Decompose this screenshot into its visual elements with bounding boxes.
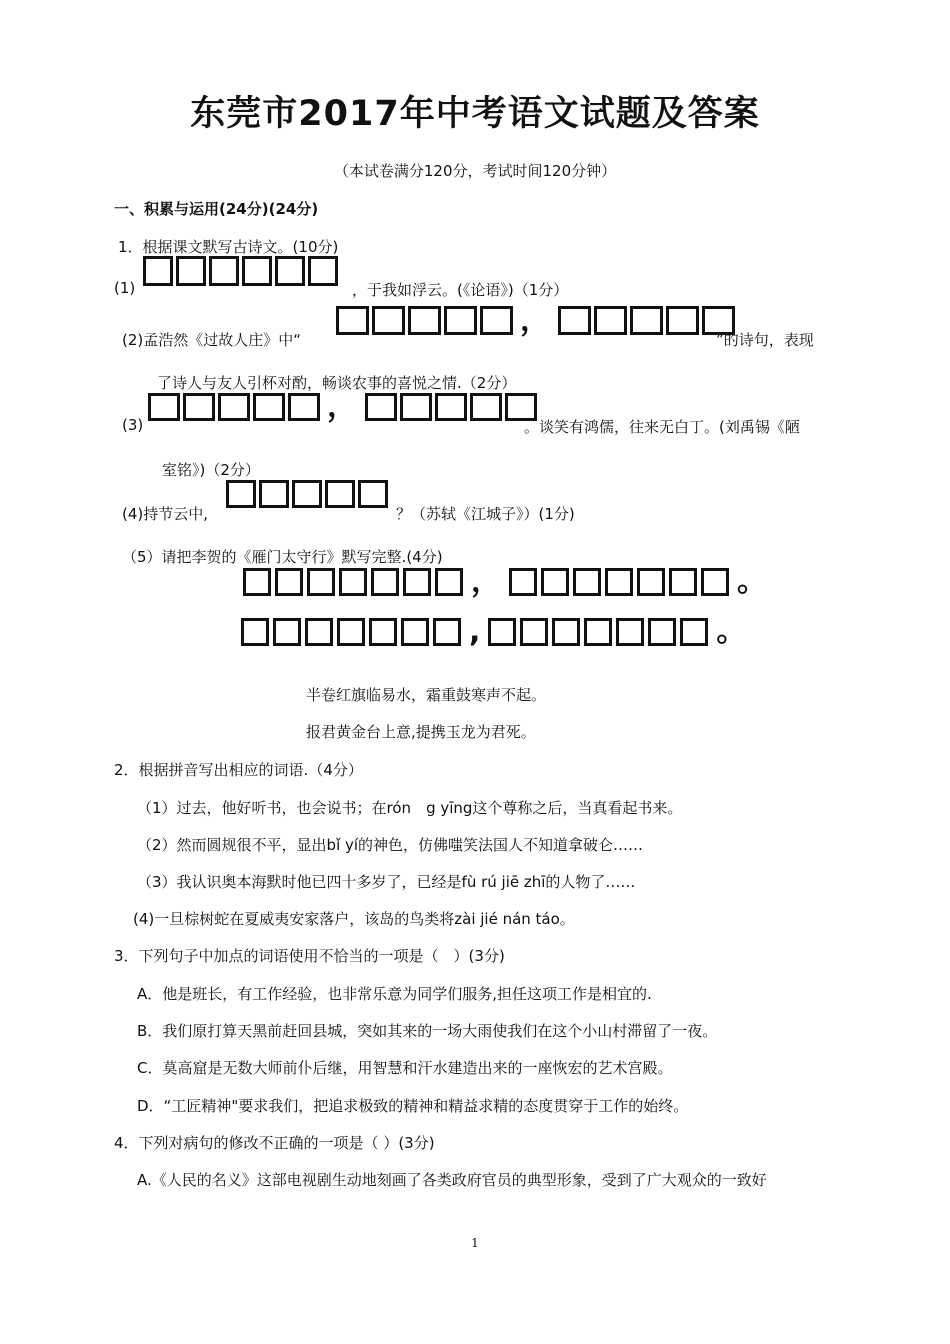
- answer-box[interactable]: [241, 618, 269, 646]
- answer-box[interactable]: [308, 256, 338, 286]
- q3-option-a: A．他是班长，有工作经验，也非常乐意为同学们服务,担任这项工作是相宜的.: [137, 985, 652, 1003]
- answer-box[interactable]: [243, 568, 271, 596]
- answer-box[interactable]: [509, 568, 537, 596]
- answer-box[interactable]: [669, 568, 697, 596]
- q1-stem: 1．根据课文默写古诗文。(10分): [118, 238, 339, 256]
- answer-box[interactable]: [680, 618, 708, 646]
- q1-part2-tail: ”的诗句，表现: [716, 331, 814, 349]
- q2-item-3: （3）我认识奥本海默时他已四十多岁了，已经是fù rú jiē zhī的人物了……: [137, 873, 636, 891]
- answer-box[interactable]: [435, 568, 463, 596]
- answer-box[interactable]: [183, 393, 215, 421]
- answer-box[interactable]: [488, 618, 516, 646]
- answer-box[interactable]: [584, 618, 612, 646]
- answer-box[interactable]: [273, 618, 301, 646]
- q1-part1-blanks[interactable]: [143, 256, 341, 286]
- answer-box[interactable]: [275, 568, 303, 596]
- answer-box[interactable]: [148, 393, 180, 421]
- answer-box[interactable]: [275, 256, 305, 286]
- poem-line-2: 报君黄金台上意,提携玉龙为君死。: [306, 723, 536, 741]
- answer-box[interactable]: [259, 480, 289, 508]
- page-number: 1: [471, 1236, 479, 1250]
- q1-part4-tail: ？（苏轼《江城子》）(1分): [396, 505, 575, 523]
- answer-box[interactable]: [435, 393, 467, 421]
- q2-item-4: (4)一旦棕树蛇在夏威夷安家落户，该岛的鸟类将zài jié nán táo。: [133, 910, 575, 928]
- answer-box[interactable]: [403, 568, 431, 596]
- q1-part2-text: (2)孟浩然《过故人庄》中“: [122, 331, 302, 349]
- period-mark: 。: [716, 614, 747, 649]
- q1-part4-blanks[interactable]: [226, 480, 391, 508]
- answer-box[interactable]: [292, 480, 322, 508]
- q1-part2-blanks[interactable]: [336, 303, 738, 338]
- answer-box[interactable]: [209, 256, 239, 286]
- q1-part1-text: ，于我如浮云。(《论语》)（1分）: [352, 281, 569, 299]
- answer-box[interactable]: [573, 568, 601, 596]
- answer-box[interactable]: [288, 393, 320, 421]
- answer-box[interactable]: [444, 306, 477, 335]
- answer-box[interactable]: [408, 306, 441, 335]
- comma-mark: ，: [520, 303, 550, 338]
- answer-box[interactable]: [616, 618, 644, 646]
- q2-item-2: （2）然而圆规很不平，显出bǐ yí的神色，仿佛嗤笑法国人不知道拿破仑……: [137, 836, 644, 854]
- poem-blank-row-2[interactable]: [241, 614, 754, 649]
- answer-box[interactable]: [666, 306, 699, 335]
- answer-box[interactable]: [701, 568, 729, 596]
- answer-box[interactable]: [648, 618, 676, 646]
- comma-mark: ,: [469, 614, 481, 649]
- period-mark: 。: [737, 564, 767, 599]
- answer-box[interactable]: [552, 618, 580, 646]
- answer-box[interactable]: [218, 393, 250, 421]
- answer-box[interactable]: [433, 618, 461, 646]
- answer-box[interactable]: [594, 306, 627, 335]
- q2-item-1: （1）过去，他好听书，也会说书；在rón g yīng这个尊称之后，当真看起书来。: [137, 799, 683, 817]
- q4-option-a: A.《人民的名义》这部电视剧生动地刻画了各类政府官员的典型形象，受到了广大观众的一致好: [137, 1171, 767, 1189]
- answer-box[interactable]: [558, 306, 591, 335]
- answer-box[interactable]: [371, 568, 399, 596]
- q1-part5-text: （5）请把李贺的《雁门太守行》默写完整.(4分): [122, 548, 443, 566]
- answer-box[interactable]: [369, 618, 397, 646]
- answer-box[interactable]: [630, 306, 663, 335]
- answer-box[interactable]: [339, 568, 367, 596]
- poem-blank-row-1[interactable]: [243, 564, 775, 599]
- answer-box[interactable]: [325, 480, 355, 508]
- poem-line-1: 半卷红旗临易水，霜重鼓寒声不起。: [306, 686, 547, 704]
- q1-part1-label: (1): [114, 279, 136, 297]
- answer-box[interactable]: [637, 568, 665, 596]
- q1-part3-label: (3): [122, 416, 144, 434]
- exam-subtitle: （本试卷满分120分，考试时间120分钟）: [333, 162, 617, 180]
- answer-box[interactable]: [400, 393, 432, 421]
- answer-box[interactable]: [470, 393, 502, 421]
- answer-box[interactable]: [541, 568, 569, 596]
- comma-mark: ，: [471, 564, 501, 599]
- answer-box[interactable]: [143, 256, 173, 286]
- q1-part2-line2: 了诗人与友人引杯对酌，畅谈农事的喜悦之情.（2分）: [157, 374, 517, 392]
- answer-box[interactable]: [401, 618, 429, 646]
- q3-option-d: D．“工匠精神"要求我们，把追求极致的精神和精益求精的态度贯穿于工作的始终。: [137, 1097, 689, 1115]
- page-title: 东莞市2017年中考语文试题及答案: [190, 94, 760, 134]
- q1-part3-tail: 。谈笑有鸿儒，往来无白丁。(刘禹锡《陋: [524, 418, 800, 436]
- answer-box[interactable]: [605, 568, 633, 596]
- q3-option-c: C．莫高窟是无数大师前仆后继，用智慧和汗水建造出来的一座恢宏的艺术宫殿。: [137, 1059, 673, 1077]
- answer-box[interactable]: [337, 618, 365, 646]
- answer-box[interactable]: [226, 480, 256, 508]
- q2-stem: 2．根据拼音写出相应的词语.（4分）: [114, 761, 363, 779]
- answer-box[interactable]: [305, 618, 333, 646]
- answer-box[interactable]: [365, 393, 397, 421]
- answer-box[interactable]: [176, 256, 206, 286]
- answer-box[interactable]: [242, 256, 272, 286]
- q3-option-b: B．我们原打算天黑前赶回县城，突如其来的一场大雨使我们在这个小山村滞留了一夜。: [137, 1022, 718, 1040]
- answer-box[interactable]: [358, 480, 388, 508]
- answer-box[interactable]: [336, 306, 369, 335]
- answer-box[interactable]: [480, 306, 513, 335]
- section-heading: 一、积累与运用(24分)(24分): [114, 200, 319, 218]
- q1-part3-blanks[interactable]: [148, 389, 540, 424]
- q4-stem: 4．下列对病句的修改不正确的一项是（ ）(3分): [114, 1134, 435, 1152]
- answer-box[interactable]: [372, 306, 405, 335]
- q1-part4-text: (4)持节云中,: [122, 505, 209, 523]
- comma-mark: ，: [327, 389, 357, 424]
- answer-box[interactable]: [253, 393, 285, 421]
- q1-part3-line2: 室铭》)（2分）: [162, 461, 260, 479]
- q3-stem: 3．下列句子中加点的词语使用不恰当的一项是（ ）(3分): [114, 947, 505, 965]
- answer-box[interactable]: [307, 568, 335, 596]
- answer-box[interactable]: [520, 618, 548, 646]
